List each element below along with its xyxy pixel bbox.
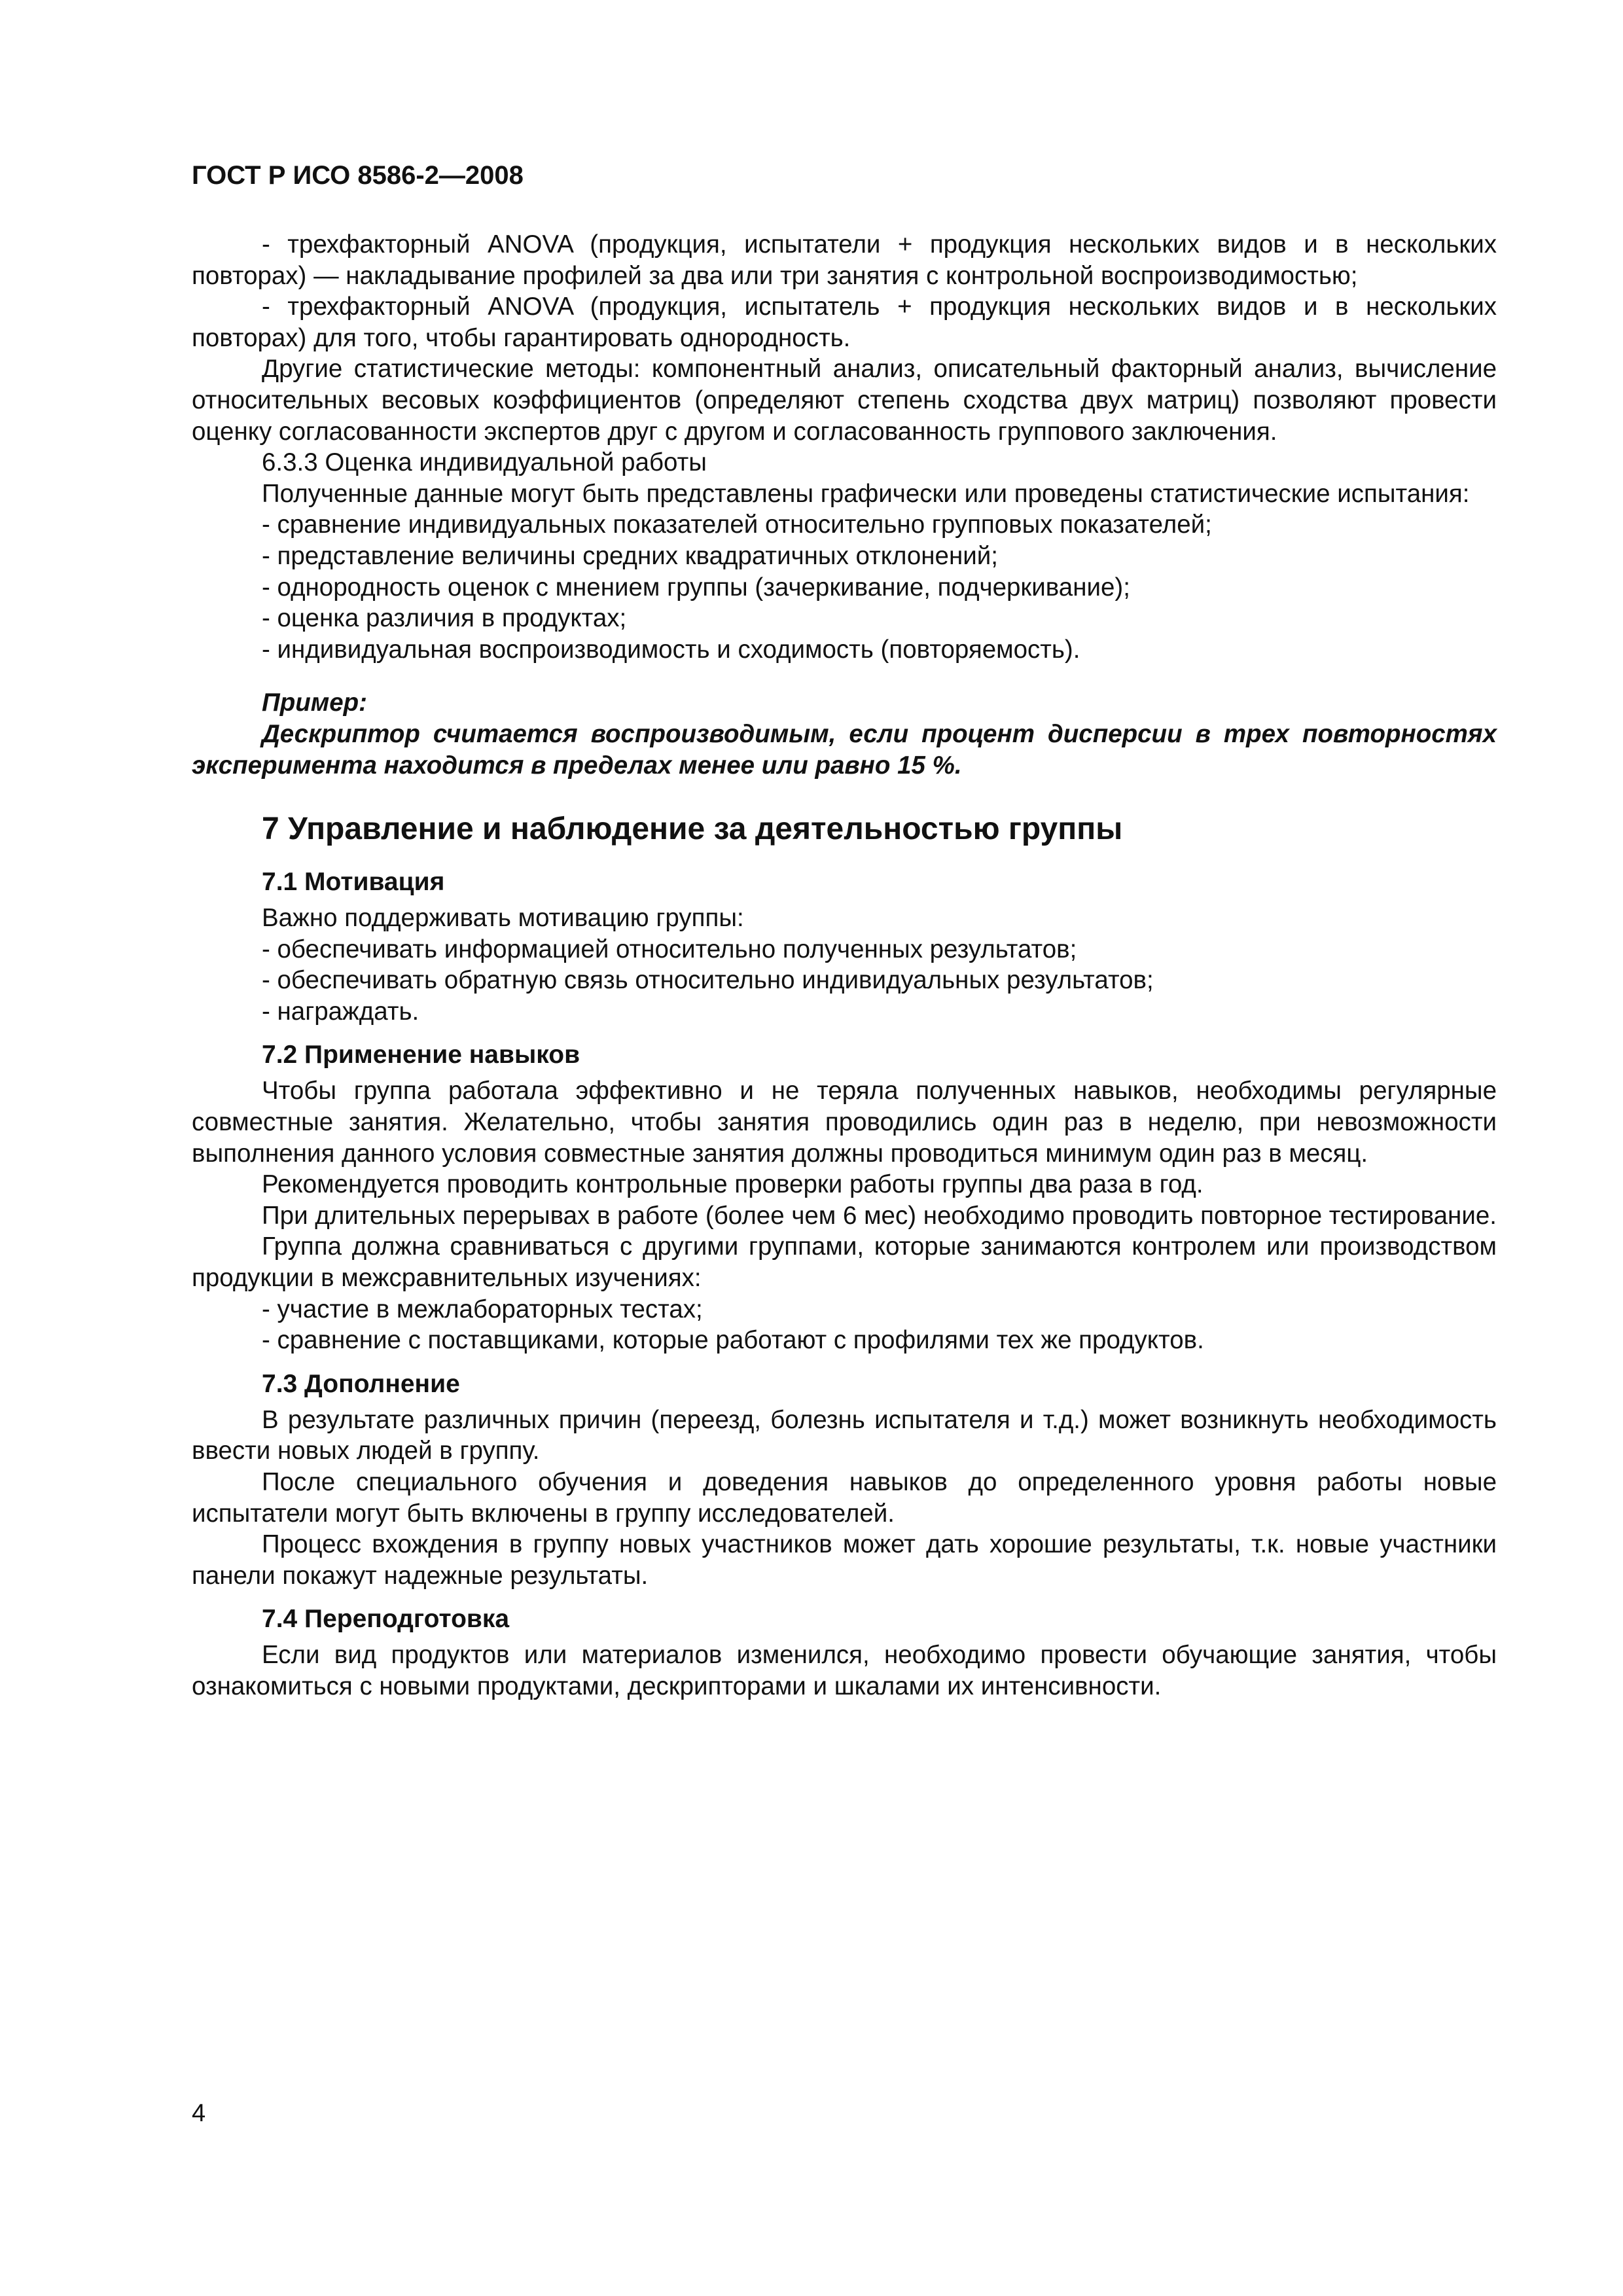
example-text: Дескриптор считается воспроизводимым, если процент дисперсии в трех повторностях эксперимента находится в пределах менее или равно 15 %. — [192, 719, 1497, 780]
subsection-title: 7.1 Мотивация — [262, 868, 445, 897]
paragraph: Рекомендуется проводить контрольные проверки работы группы два раза в год. — [262, 1170, 1204, 1199]
paragraph: Другие статистические методы: компонентный анализ, описательный факторный анализ, вычисление относительных весовых коэффициентов (определяют степень сходства двух матриц) позволяют провести оценку согласованности экспертов друг с другом и согласованность группового заключения. — [192, 355, 1497, 446]
paragraph: Полученные данные могут быть представлены графически или проведены статистические испытания: — [262, 479, 1470, 508]
list-item: - однородность оценок с мнением группы (зачеркивание, подчеркивание); — [262, 573, 1130, 601]
paragraph: Группа должна сравниваться с другими группами, которые занимаются контролем или производством продукции в межсравнительных изучениях: — [192, 1232, 1497, 1293]
example-label: Пример: — [262, 689, 367, 717]
example-block — [192, 687, 1497, 781]
subsection-title: 7.4 Переподготовка — [262, 1605, 510, 1634]
document-body — [192, 229, 1497, 1702]
paragraph: - трехфакторный ANOVA (продукция, испытатель + продукция нескольких видов и в нескольких повторах) для того, чтобы гарантировать однородность. — [192, 293, 1497, 352]
document-header: ГОСТ Р ИСО 8586-2—2008 — [192, 161, 524, 190]
subsection-title: 7.2 Применение навыков — [262, 1041, 580, 1069]
list-item: - оценка различия в продуктах; — [262, 604, 627, 633]
list-item: - обеспечивать обратную связь относительно индивидуальных результатов; — [262, 966, 1154, 995]
subsection-title: 7.3 Дополнение — [262, 1369, 460, 1398]
paragraph: Чтобы группа работала эффективно и не теряла полученных навыков, необходимы регулярные совместные занятия. Желательно, чтобы занятия проводились один раз в неделю, при невозможности выполнения данного условия совместные занятия должны проводиться минимум один раз в месяц. — [192, 1077, 1497, 1168]
paragraph: - трехфакторный ANOVA (продукция, испытатели + продукция нескольких видов и в нескольких повторах) — накладывание профилей за два или три занятия с контрольной воспроизводимостью; — [192, 230, 1497, 290]
paragraph: Процесс вхождения в группу новых участников может дать хорошие результаты, т.к. новые участники панели покажут надежные результаты. — [192, 1530, 1497, 1590]
list-item: - сравнение индивидуальных показателей относительно групповых показателей; — [262, 511, 1212, 539]
list-item: - индивидуальная воспроизводимость и сходимость (повторяемость). — [262, 635, 1080, 664]
list-item: - представление величины средних квадратичных отклонений; — [262, 541, 998, 570]
page-number: 4 — [192, 2100, 206, 2127]
section-title: 7 Управление и наблюдение за деятельностью группы — [262, 812, 1123, 847]
paragraph: В результате различных причин (переезд, болезнь испытателя и т.д.) может возникнуть необходимость ввести новых людей в группу. — [192, 1405, 1497, 1465]
list-item: - сравнение с поставщиками, которые работают с профилями тех же продуктов. — [262, 1326, 1204, 1355]
list-item: - участие в межлабораторных тестах; — [262, 1295, 703, 1323]
paragraph: При длительных перерывах в работе (более чем 6 мес) необходимо проводить повторное тестирование. — [262, 1201, 1497, 1230]
paragraph: После специального обучения и доведения навыков до определенного уровня работы новые испытатели могут быть включены в группу исследователей. — [192, 1468, 1497, 1528]
list-item: - награждать. — [262, 997, 419, 1026]
list-item: - обеспечивать информацией относительно полученных результатов; — [262, 935, 1077, 963]
clause-heading: 6.3.3 Оценка индивидуальной работы — [262, 448, 707, 477]
paragraph: Если вид продуктов или материалов изменился, необходимо провести обучающие занятия, чтобы ознакомиться с новыми продуктами, дескрипторами и шкалами их интенсивности. — [192, 1641, 1497, 1700]
paragraph: Важно поддерживать мотивацию группы: — [262, 904, 744, 933]
